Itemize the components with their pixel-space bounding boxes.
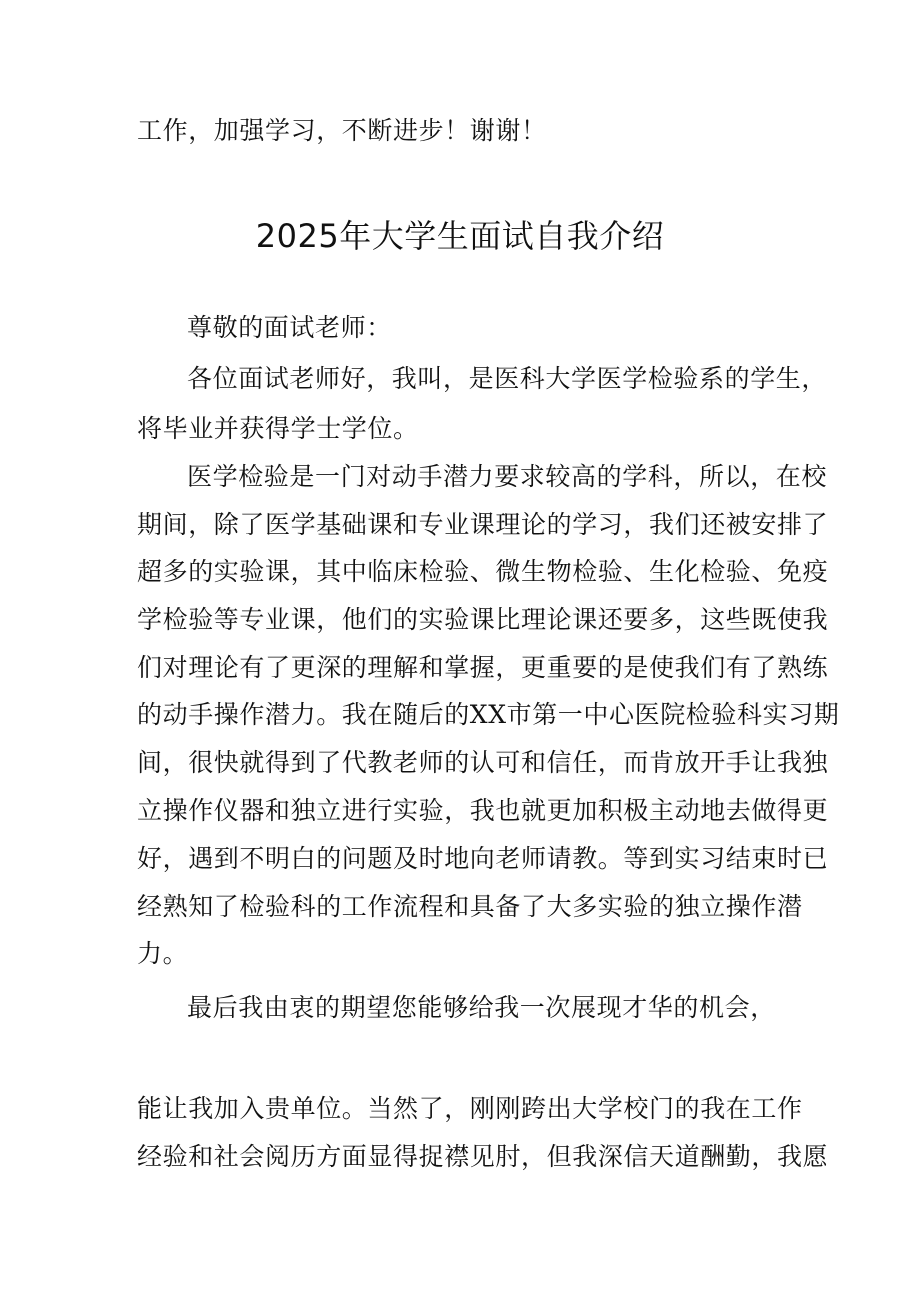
text-line: 间，很快就得到了代教老师的认可和信任，而肯放开手让我独: [137, 748, 829, 777]
text-line: 最后我由衷的期望您能够给我一次展现才华的机会，: [187, 993, 776, 1022]
text-line: 好，遇到不明白的问题及时地向老师请教。等到实习结束时已: [137, 844, 829, 873]
top-line: 工作，加强学习，不断进步！谢谢！: [137, 116, 547, 145]
salutation: 尊敬的面试老师：: [187, 313, 392, 342]
text-line: 将毕业并获得学士学位。: [137, 414, 419, 443]
page-title: 2025年大学生面试自我介绍: [255, 217, 665, 255]
text-line: 能让我加入贵单位。当然了，刚刚跨出大学校门的我在工作: [137, 1094, 803, 1123]
text-line: 超多的实验课，其中临床检验、微生物检验、生化检验、免疫: [137, 557, 829, 586]
text-line: 学检验等专业课，他们的实验课比理论课还要多，这些既使我: [137, 605, 829, 634]
text-line: 各位面试老师好，我叫，是医科大学医学检验系的学生，: [187, 364, 828, 393]
text-line: 经熟知了检验科的工作流程和具备了大多实验的独立操作潜: [137, 892, 803, 921]
text-line: 们对理论有了更深的理解和掌握，更重要的是使我们有了熟练: [137, 653, 829, 682]
text-line: 立操作仪器和独立进行实验，我也就更加积极主动地去做得更: [137, 796, 829, 825]
text-line: 医学检验是一门对动手潜力要求较高的学科，所以，在校: [187, 462, 828, 491]
text-line: 期间，除了医学基础课和专业课理论的学习，我们还被安排了: [137, 510, 829, 539]
text-line: 的动手操作潜力。我在随后的XX市第一中心医院检验科实习期: [137, 700, 840, 729]
text-line: 经验和社会阅历方面显得捉襟见肘，但我深信天道酬勤，我愿: [137, 1142, 829, 1171]
text-line: 力。: [137, 939, 189, 968]
